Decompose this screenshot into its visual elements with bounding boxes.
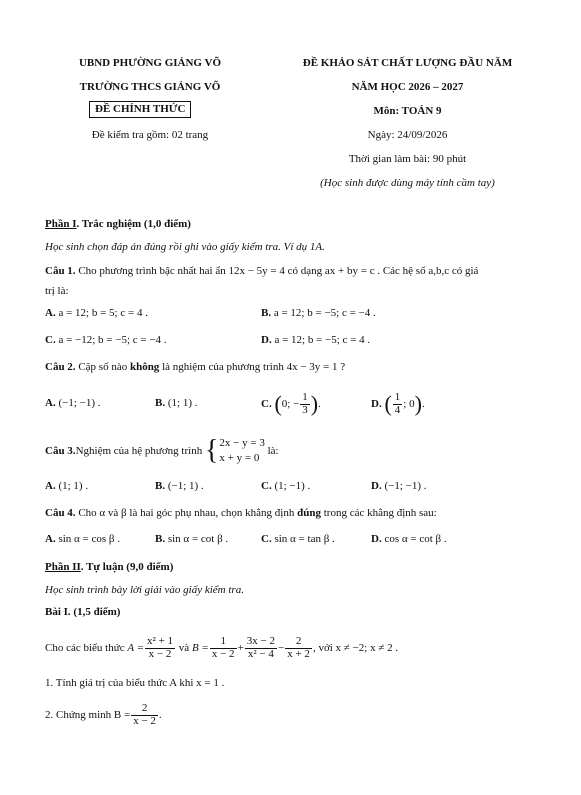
minus-sign: − bbox=[278, 642, 285, 654]
bai1-item-2: 2. Chứng minh B = $\frac{2}{x - 2}$ . bbox=[45, 701, 162, 727]
expr-a-den: x − 2 bbox=[148, 647, 172, 660]
open-paren-symbol: ( bbox=[384, 391, 392, 416]
question-4-text-a: Cho α và β là hai góc phụ nhau, chọn khẳng định bbox=[75, 507, 298, 519]
question-2-label: Câu 2. bbox=[45, 361, 76, 373]
question-2 bbox=[45, 361, 345, 373]
part2-title-underlined: Phần II bbox=[45, 561, 81, 573]
question-1 bbox=[45, 265, 478, 277]
q3-option-b-key: B. bbox=[155, 480, 166, 492]
bai1-item-2-den: x − 2 bbox=[133, 714, 156, 727]
q2-option-c-prefix: 0; − bbox=[281, 398, 300, 410]
q2-option-b bbox=[155, 397, 197, 409]
expr-a-num: x² + 1 bbox=[147, 634, 174, 647]
q4-option-b bbox=[155, 533, 228, 545]
q4-option-d bbox=[371, 533, 447, 545]
and-text: và bbox=[178, 642, 190, 654]
question-4 bbox=[45, 507, 437, 519]
q1-option-d-key: D. bbox=[261, 334, 272, 346]
question-3-text-end: là: bbox=[267, 445, 279, 457]
q2-option-d-key: D. bbox=[371, 398, 382, 410]
expr-a-fraction bbox=[145, 636, 175, 660]
question-1-text-cont: trị là: bbox=[45, 285, 69, 297]
q1-option-a-text: a = 12; b = 5; c = 4 . bbox=[58, 307, 148, 319]
exam-date: Ngày: 24/09/2026 bbox=[367, 129, 448, 141]
part2-instruction: Học sinh trình bày lời giải vào giấy kiểm tra. bbox=[45, 584, 244, 596]
question-3 bbox=[45, 433, 279, 469]
expr-b-lhs: B = bbox=[191, 642, 209, 654]
question-3-label: Câu 3. bbox=[45, 445, 76, 457]
q1-option-b bbox=[261, 307, 376, 319]
part1-instruction: Học sinh chọn đáp án đúng rồi ghi vào giấy kiểm tra. Ví dụ 1A. bbox=[45, 241, 325, 253]
close-paren-symbol: ) bbox=[414, 391, 422, 416]
left-brace-symbol: { bbox=[204, 435, 219, 466]
q2-option-c-num: 1 bbox=[302, 390, 308, 403]
exam-duration: Thời gian làm bài: 90 phút bbox=[348, 153, 467, 165]
bai1-expressions bbox=[45, 628, 398, 668]
department-name: UBND PHƯỜNG GIẢNG VÕ bbox=[78, 57, 222, 69]
q2-option-a-key: A. bbox=[45, 397, 56, 409]
expr-b-term2 bbox=[245, 636, 277, 660]
question-3-text: Nghiệm của hệ phương trình bbox=[75, 445, 203, 457]
question-2-text-bold: không bbox=[129, 361, 160, 373]
q4-option-a-key: A. bbox=[45, 533, 56, 545]
q1-option-c bbox=[45, 334, 167, 346]
bai1-item-2-text: 2. Chứng minh B = bbox=[45, 709, 131, 721]
expr-b-term2-den: x² − 4 bbox=[247, 647, 274, 660]
close-paren-symbol: ) bbox=[310, 391, 319, 416]
expr-a-lhs: A = bbox=[127, 642, 145, 654]
q4-option-d-text: cos α = cot β . bbox=[384, 533, 447, 545]
q2-option-d-suffix: ; 0 bbox=[403, 398, 415, 410]
question-4-label: Câu 4. bbox=[45, 507, 76, 519]
expr-b-term1 bbox=[210, 636, 237, 660]
q3-option-a bbox=[45, 480, 88, 492]
part2-title-rest: . Tự luận (9,0 điểm) bbox=[80, 561, 174, 573]
expr-b-term3 bbox=[285, 636, 312, 660]
plus-sign: + bbox=[237, 642, 244, 654]
q3-option-b-text: (−1; 1) . bbox=[167, 480, 204, 492]
question-1-label: Câu 1. bbox=[45, 265, 76, 277]
bai1-item-1: 1. Tính giá trị của biểu thức A khi x = 1 . bbox=[45, 677, 225, 689]
expr-b-term3-num: 2 bbox=[285, 636, 312, 649]
pages-note: Đề kiểm tra gồm: 02 trang bbox=[91, 129, 209, 141]
question-4-text-bold: đúng bbox=[297, 507, 321, 519]
subject: Môn: TOÁN 9 bbox=[373, 105, 442, 117]
official-label: ĐỀ CHÍNH THỨC bbox=[89, 101, 191, 118]
calculator-note: (Học sinh được dùng máy tính cầm tay) bbox=[320, 177, 495, 189]
q3-option-d-key: D. bbox=[371, 480, 382, 492]
q4-option-b-text: sin α = cot β . bbox=[167, 533, 229, 545]
q1-option-c-key: C. bbox=[45, 334, 56, 346]
equation-system bbox=[205, 436, 265, 466]
q4-option-d-key: D. bbox=[371, 533, 382, 545]
q2-option-c-den: 3 bbox=[302, 403, 308, 416]
q3-option-c-key: C. bbox=[261, 480, 272, 492]
system-eq-1: 2x − y = 3 bbox=[219, 437, 265, 449]
q1-option-a-key: A. bbox=[45, 307, 56, 319]
expr-b-term3-den: x + 2 bbox=[287, 647, 310, 660]
question-1-text: Cho phương trình bậc nhất hai ẩn 12x − 5y = 4 có dạng ax + by = c . Các hệ số a,b,c có giá bbox=[75, 265, 479, 277]
q2-option-c-fraction bbox=[300, 392, 310, 416]
q1-option-b-key: B. bbox=[261, 307, 272, 319]
system-eq-2: x + y = 0 bbox=[219, 452, 260, 464]
q2-option-d-num: 1 bbox=[394, 390, 401, 403]
q3-option-c-text: (1; −1) . bbox=[274, 480, 311, 492]
school-year: NĂM HỌC 2026 – 2027 bbox=[351, 81, 464, 93]
q1-option-d-text: a = 12; b = −5; c = 4 . bbox=[274, 334, 371, 346]
part2-title bbox=[45, 561, 173, 573]
q3-option-a-text: (1; 1) . bbox=[58, 480, 89, 492]
q2-option-c-key: C. bbox=[261, 398, 272, 410]
q2-option-b-text: (1; 1) . bbox=[167, 397, 198, 409]
q1-option-d bbox=[261, 334, 370, 346]
bai1-intro: Cho các biểu thức bbox=[45, 642, 125, 654]
bai1-item-2-fraction bbox=[131, 703, 158, 727]
school-name: TRƯỜNG THCS GIẢNG VÕ bbox=[79, 81, 221, 93]
question-4-text-b: trong các khẳng định sau: bbox=[320, 507, 437, 519]
question-2-text-a: Cặp số nào bbox=[75, 361, 130, 373]
q2-option-a-text: (−1; −1) . bbox=[58, 397, 101, 409]
q3-option-c bbox=[261, 480, 310, 492]
q2-option-d: D. ( $\frac{1}{4}$ ; 0 ) . bbox=[371, 390, 425, 416]
q4-option-c-text: sin α = tan β . bbox=[274, 533, 335, 545]
q3-option-b bbox=[155, 480, 204, 492]
q4-option-c bbox=[261, 533, 335, 545]
q3-option-a-key: A. bbox=[45, 480, 56, 492]
exam-title: ĐỀ KHẢO SÁT CHẤT LƯỢNG ĐẦU NĂM bbox=[302, 57, 513, 69]
q4-option-b-key: B. bbox=[155, 533, 166, 545]
q4-option-c-key: C. bbox=[261, 533, 272, 545]
bai1-condition: , với x ≠ −2; x ≠ 2 . bbox=[312, 642, 399, 654]
part1-title-underlined: Phần I bbox=[45, 218, 77, 230]
part1-title bbox=[45, 218, 191, 230]
q4-option-a bbox=[45, 533, 120, 545]
q2-option-b-key: B. bbox=[155, 397, 166, 409]
q3-option-d-text: (−1; −1) . bbox=[384, 480, 427, 492]
q2-option-a bbox=[45, 397, 101, 409]
q4-option-a-text: sin α = cos β . bbox=[58, 533, 121, 545]
q2-option-d-den: 4 bbox=[394, 403, 401, 416]
q2-option-d-fraction bbox=[393, 392, 403, 416]
part1-title-rest: . Trắc nghiệm (1,0 điểm) bbox=[76, 218, 191, 230]
expr-b-term1-num: 1 bbox=[210, 636, 237, 649]
expr-b-term2-num: 3x − 2 bbox=[246, 634, 275, 647]
q1-option-b-text: a = 12; b = −5; c = −4 . bbox=[273, 307, 376, 319]
q3-option-d bbox=[371, 480, 427, 492]
q1-option-c-text: a = −12; b = −5; c = −4 . bbox=[58, 334, 167, 346]
bai1-item-2-num: 2 bbox=[131, 703, 158, 716]
question-2-text-b: là nghiệm của phương trình 4x − 3y = 1 ? bbox=[159, 361, 346, 373]
q1-option-a bbox=[45, 307, 148, 319]
q2-option-c: C. ( 0; − $\frac{1}{3}$ ) . bbox=[261, 390, 321, 416]
bai1-title: Bài I. (1,5 điểm) bbox=[45, 606, 121, 618]
expr-b-term1-den: x − 2 bbox=[211, 647, 235, 660]
open-paren-symbol: ( bbox=[274, 391, 282, 416]
